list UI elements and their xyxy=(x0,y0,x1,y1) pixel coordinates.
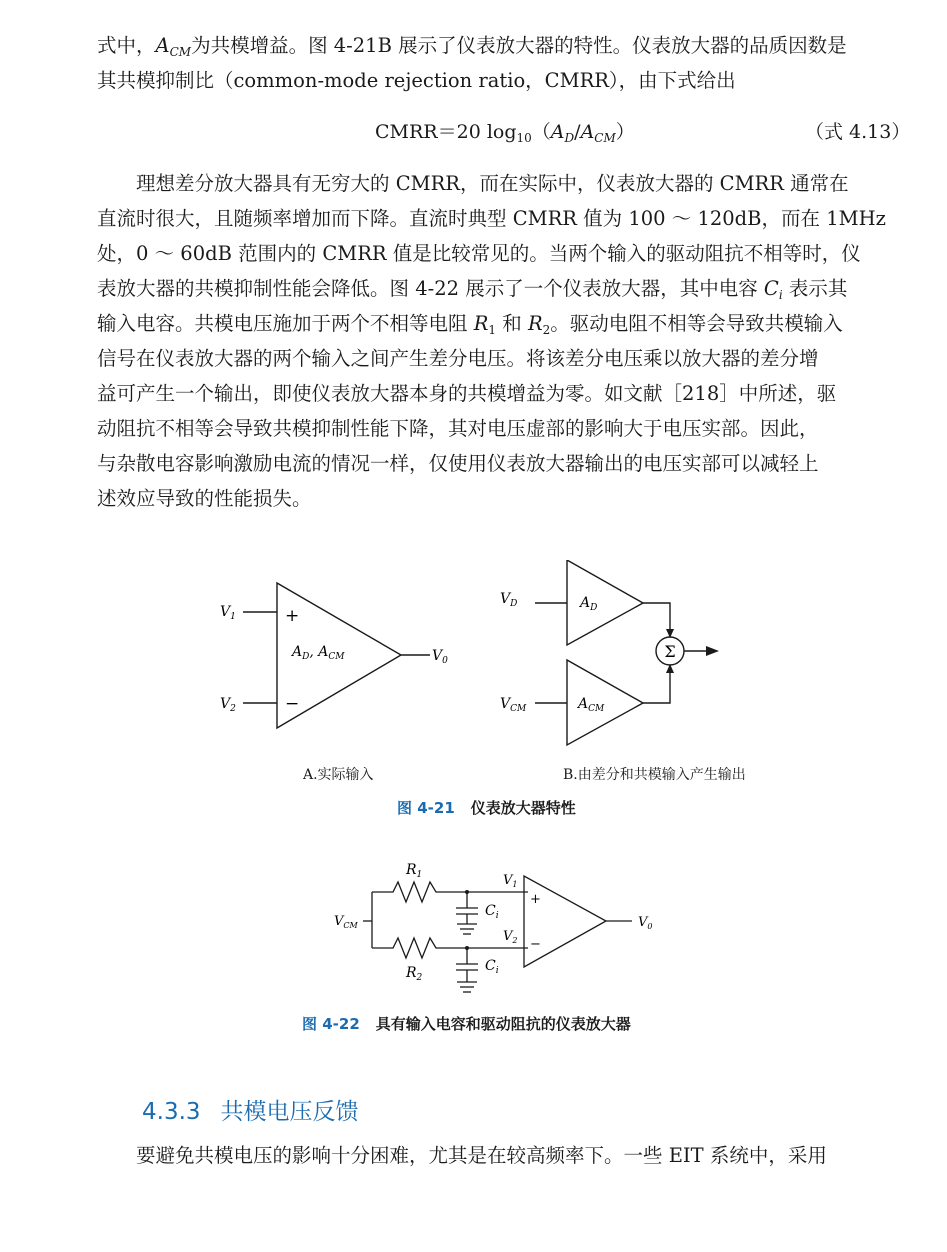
equation-formula: CMRR＝20 $\log_{10}(A_D/A_{CM})$ xyxy=(375,121,635,145)
label-ci-1: $C_i$ xyxy=(485,903,499,921)
text-line: 表放大器的共模抑制性能会降低。图 4-22 展示了一个仪表放大器，其中电容 $C_i$ 表示其 xyxy=(97,277,848,302)
text-line: 信号在仪表放大器的两个输入之间产生差分电压。将该差分电压乘以放大器的差分增 xyxy=(97,347,819,370)
text-line: 要避免共模电压的影响十分困难，尤其是在较高频率下。一些 EIT 系统中，采用 xyxy=(136,1144,827,1167)
text-line: 其共模抑制比（common-mode rejection ratio，CMRR），由下式给出 xyxy=(97,69,736,92)
sigma-symbol: Σ xyxy=(664,642,676,661)
text-line: 述效应导致的性能损失。 xyxy=(97,487,312,510)
equation-4-13 xyxy=(0,117,947,147)
amplifier-triangle-ad xyxy=(567,560,643,645)
subcaption-a: A.实际输入 xyxy=(303,767,374,783)
label-r1: $R_1$ xyxy=(406,862,423,880)
label-plus: + xyxy=(285,606,300,626)
text-line: 式中，$A_{CM}$为共模增益。图 4-21B 展示了仪表放大器的特性。仪表放大器的品质因数是 xyxy=(97,34,847,59)
paragraph-cmrr-discussion xyxy=(97,166,892,516)
figure-4-21 xyxy=(0,560,947,760)
label-vcm: $V_{CM}$ xyxy=(500,696,527,714)
section-heading: 4.3.3 共模电压反馈 xyxy=(142,1099,359,1125)
junction-dot-1 xyxy=(465,890,469,894)
text-line: 直流时很大，且随频率增加而下降。直流时典型 CMRR 值为 100 ～ 120dB，而在 1MHz xyxy=(97,207,886,230)
label-v1: $V_1$ xyxy=(503,873,518,889)
text-line: 动阻抗不相等会导致共模抑制性能下降，其对电压虚部的影响大于电压实部。因此， xyxy=(97,417,819,440)
text-line: 益可产生一个输出，即使仪表放大器本身的共模增益为零。如文献［218］中所述，驱 xyxy=(97,382,837,405)
label-v2: $V_2$ xyxy=(503,929,518,945)
label-ad: $A_D$ xyxy=(580,595,598,613)
arrow-head-output xyxy=(706,646,719,656)
subcaption-b: B.由差分和共模输入产生输出 xyxy=(563,767,746,783)
figure-4-22 xyxy=(0,855,947,1005)
label-vcm: $V_{CM}$ xyxy=(334,914,358,930)
label-plus: + xyxy=(530,892,541,907)
text-line: 处，0 ～ 60dB 范围内的 CMRR 值是比较常见的。当两个输入的驱动阻抗不相等时，仪 xyxy=(97,242,861,265)
label-vd: $V_D$ xyxy=(500,591,518,609)
label-minus: − xyxy=(530,937,541,952)
figure-4-22-diagram xyxy=(0,855,947,1005)
text-line: 与杂散电容影响激励电流的情况一样，仅使用仪表放大器输出的电压实部可以减轻上 xyxy=(97,452,819,475)
paragraph-cm-feedback xyxy=(97,1138,892,1173)
wire-ad-to-sum xyxy=(643,603,670,637)
label-v1: $V_1$ xyxy=(220,604,236,622)
label-gains: $A_D$, $A_{CM}$ xyxy=(292,644,345,662)
amplifier-triangle xyxy=(524,876,606,967)
label-r2: $R_2$ xyxy=(406,965,423,983)
paragraph-cmrr-intro xyxy=(97,28,892,98)
label-minus: − xyxy=(285,694,300,714)
wire-acm-to-sum xyxy=(643,665,670,703)
label-v2: $V_2$ xyxy=(220,696,236,714)
junction-dot-2 xyxy=(465,946,469,950)
equation-number: （式 4.13） xyxy=(805,121,911,143)
figure-4-21-diagram xyxy=(0,560,947,760)
label-ci-2: $C_i$ xyxy=(485,958,499,976)
figure-caption-4-22: 图 4-22 具有输入电容和驱动阻抗的仪表放大器 xyxy=(302,1015,631,1033)
text-line: 输入电容。共模电压施加于两个不相等电阻 $R_1$ 和 $R_2$。驱动电阻不相等会导致共模输入 xyxy=(97,312,843,337)
label-acm: $A_{CM}$ xyxy=(578,696,605,714)
figure-caption-4-21: 图 4-21 仪表放大器特性 xyxy=(397,799,576,817)
text-line: 理想差分放大器具有无穷大的 CMRR，而在实际中，仪表放大器的 CMRR 通常在 xyxy=(136,172,849,195)
label-v0: $V_0$ xyxy=(432,648,448,666)
label-v0: $V_0$ xyxy=(638,915,653,931)
